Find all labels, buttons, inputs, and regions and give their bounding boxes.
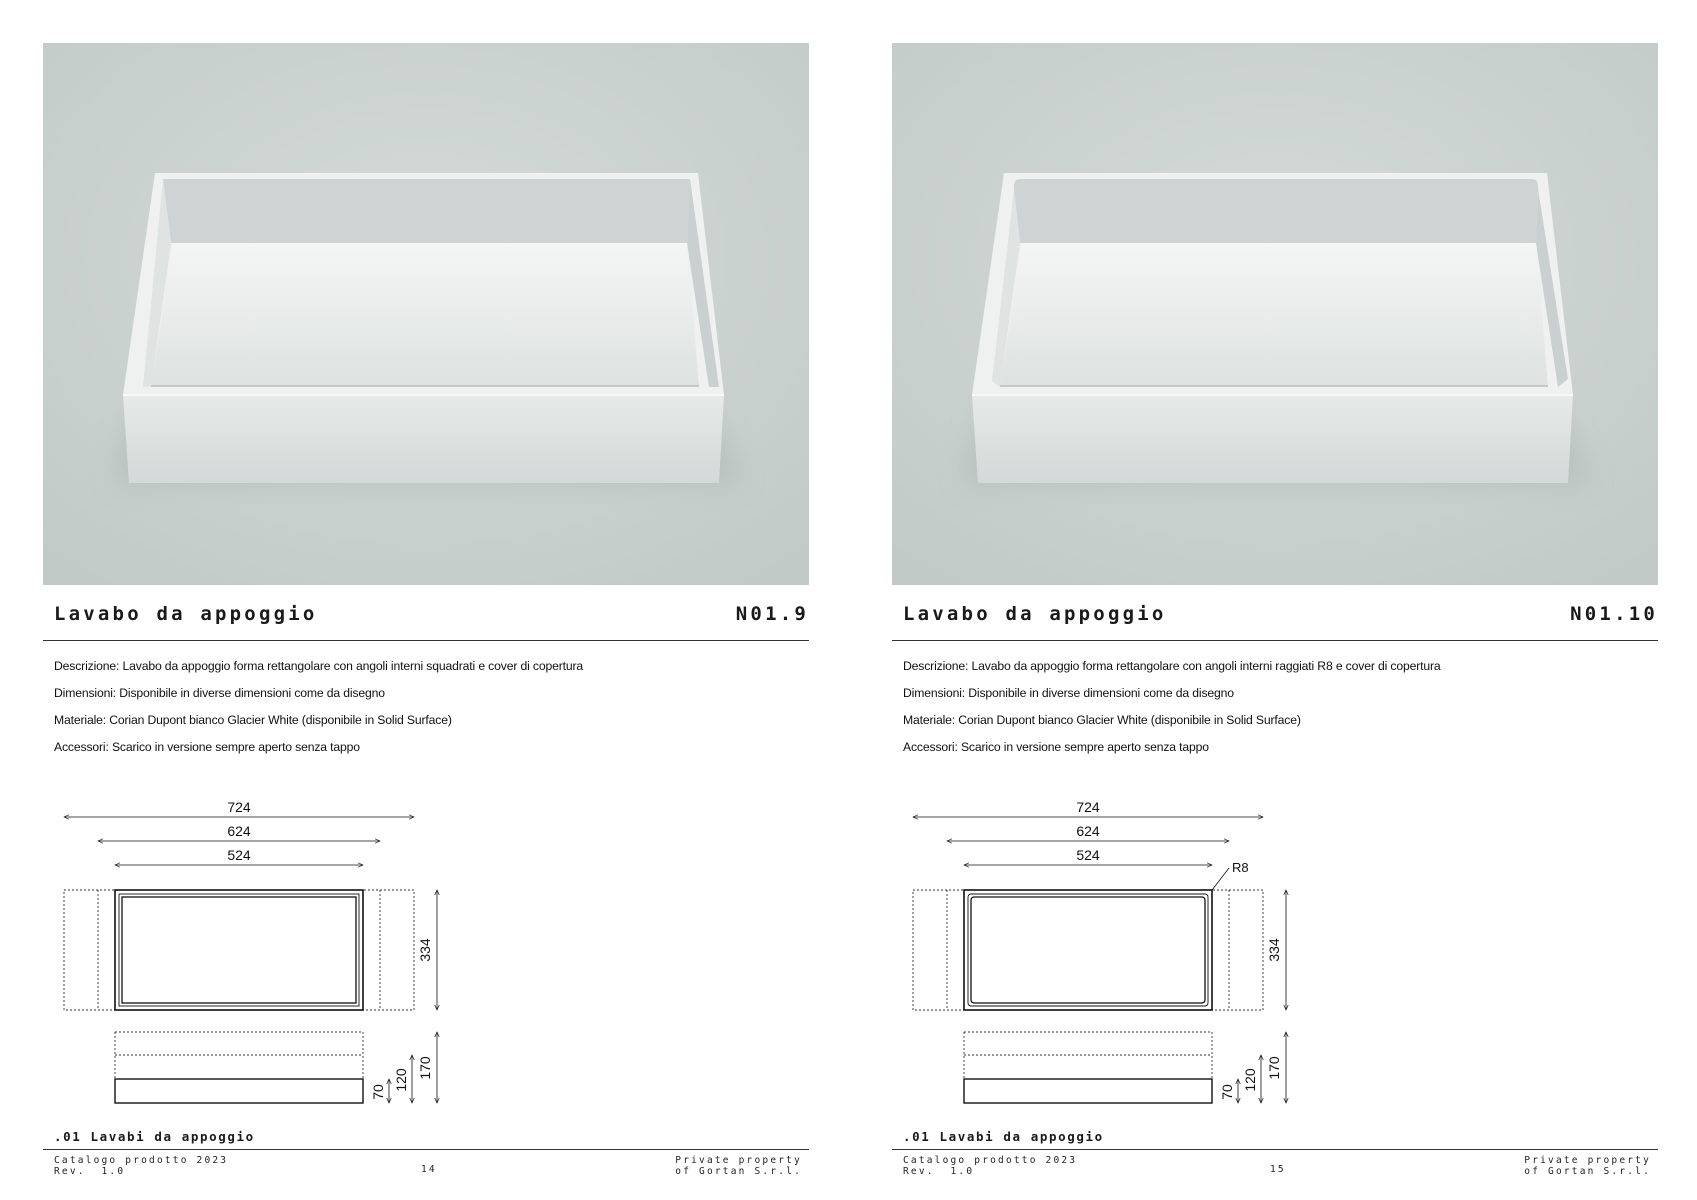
dim-170: 170 bbox=[417, 1056, 433, 1080]
dim-624: 624 bbox=[227, 823, 251, 839]
page-number: 15 bbox=[1270, 1164, 1286, 1175]
spec-material: Materiale: Corian Dupont bianco Glacier White (disponibile in Solid Surface) bbox=[903, 713, 1301, 727]
dim-120: 120 bbox=[1242, 1068, 1258, 1092]
dim-70: 70 bbox=[370, 1084, 386, 1100]
product-code: N01.9 bbox=[735, 603, 809, 625]
catalog-info: Catalogo prodotto 2023 Rev. 1.0 bbox=[903, 1155, 1078, 1177]
dim-724: 724 bbox=[227, 799, 251, 815]
product-photo bbox=[43, 43, 809, 585]
page-number: 14 bbox=[421, 1164, 437, 1175]
footer-divider bbox=[892, 1149, 1658, 1150]
section-label: .01 Lavabi da appoggio bbox=[903, 1129, 1104, 1144]
catalog-page-left bbox=[0, 0, 848, 1200]
dim-170: 170 bbox=[1266, 1056, 1282, 1080]
catalog-info: Catalogo prodotto 2023 Rev. 1.0 bbox=[54, 1155, 229, 1177]
ownership-note: Private property of Gortan S.r.l. bbox=[1524, 1155, 1651, 1177]
dim-724: 724 bbox=[1076, 799, 1100, 815]
ownership-note: Private property of Gortan S.r.l. bbox=[675, 1155, 802, 1177]
spec-material: Materiale: Corian Dupont bianco Glacier White (disponibile in Solid Surface) bbox=[54, 713, 452, 727]
spec-dimensions: Dimensioni: Disponibile in diverse dimensioni come da disegno bbox=[54, 686, 385, 700]
dim-334: 334 bbox=[1266, 938, 1282, 962]
header-divider bbox=[892, 640, 1658, 641]
technical-drawing bbox=[50, 790, 450, 1114]
section-label: .01 Lavabi da appoggio bbox=[54, 1129, 255, 1144]
technical-drawing bbox=[899, 790, 1299, 1114]
product-title: Lavabo da appoggio bbox=[903, 603, 1167, 625]
dim-524: 524 bbox=[1076, 847, 1100, 863]
dim-70: 70 bbox=[1219, 1084, 1235, 1100]
dim-radius: R8 bbox=[1232, 860, 1249, 875]
product-code: N01.10 bbox=[1570, 603, 1658, 625]
product-title: Lavabo da appoggio bbox=[54, 603, 318, 625]
spec-accessories: Accessori: Scarico in versione sempre aperto senza tappo bbox=[54, 740, 360, 754]
spec-description: Descrizione: Lavabo da appoggio forma rettangolare con angoli interni raggiati R8 e cover di copertura bbox=[903, 659, 1441, 673]
product-photo bbox=[892, 43, 1658, 585]
spec-description: Descrizione: Lavabo da appoggio forma rettangolare con angoli interni squadrati e cover di copertura bbox=[54, 659, 584, 673]
header-divider bbox=[43, 640, 809, 641]
dim-120: 120 bbox=[393, 1068, 409, 1092]
dim-524: 524 bbox=[227, 847, 251, 863]
spec-accessories: Accessori: Scarico in versione sempre aperto senza tappo bbox=[903, 740, 1209, 754]
footer-divider bbox=[43, 1149, 809, 1150]
dim-334: 334 bbox=[417, 938, 433, 962]
catalog-page-right bbox=[849, 0, 1697, 1200]
spec-dimensions: Dimensioni: Disponibile in diverse dimensioni come da disegno bbox=[903, 686, 1234, 700]
dim-624: 624 bbox=[1076, 823, 1100, 839]
